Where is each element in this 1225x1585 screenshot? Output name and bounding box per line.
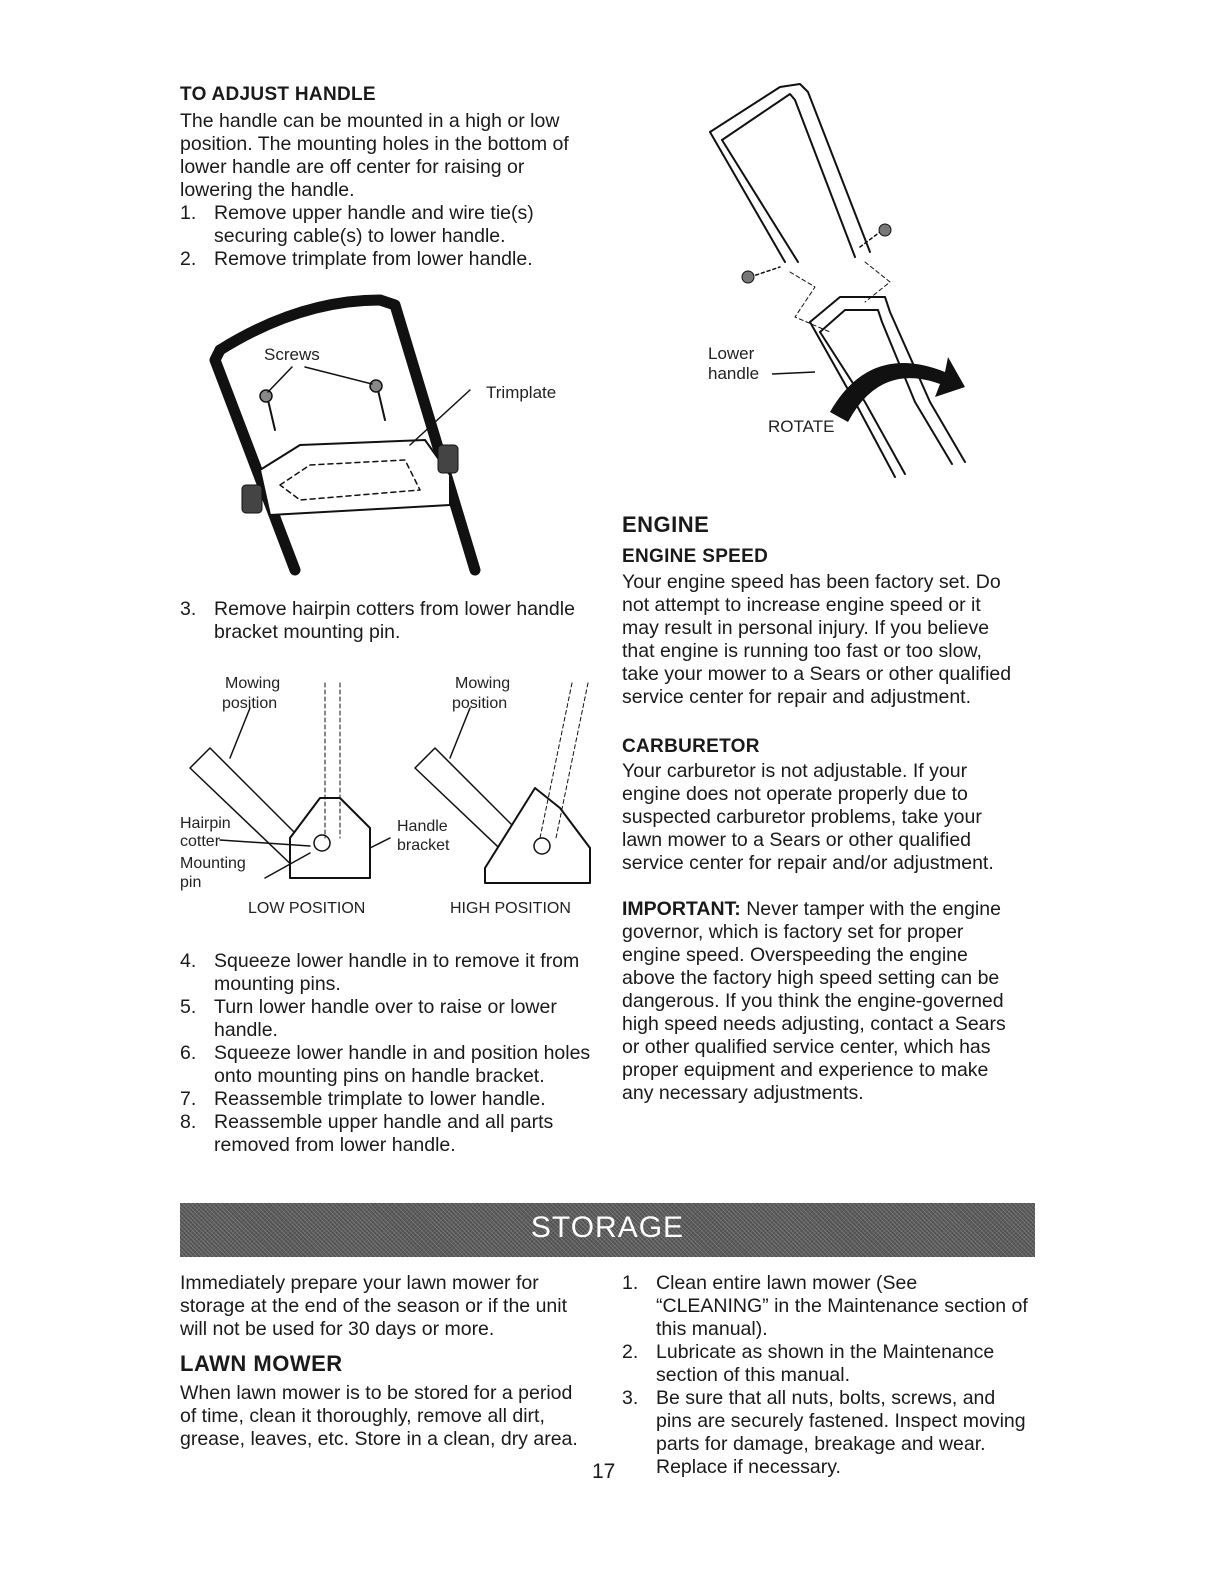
step-text: Lubricate as shown in the Maintenance section of this manual. [656,1341,995,1386]
engine-speed-heading: ENGINE SPEED [622,546,769,567]
trimplate-figure [180,280,600,580]
step-number: 3. [180,598,197,620]
page-number: 17 [592,1460,616,1483]
trimplate-shape [260,440,450,515]
step-8 [180,1111,600,1157]
handle-positions-figure [180,668,605,923]
label-mowing-1: Mowing [225,675,281,692]
knob-left [242,485,262,513]
step-text: Reassemble trimplate to lower handle. [214,1088,546,1110]
upper-handle [710,84,870,252]
adjust-steps-1-2 [180,202,585,271]
step-number: 2. [180,248,197,270]
adjust-handle-intro: The handle can be mounted in a high or low position. The mounting holes in the bottom of lower handle are off center for raising or lowering the handle. [180,110,569,201]
label-bracket: bracket [397,837,450,854]
label-lower: Lower [708,344,755,363]
label-mounting: Mounting [180,855,246,872]
important-paragraph [622,898,1022,1105]
screw-right [378,390,385,420]
engine-heading: ENGINE [622,512,710,537]
label-low-position: LOW POSITION [248,900,366,917]
step-number: 5. [180,996,197,1018]
storage-banner [180,1203,1035,1257]
handle-frame-right [220,300,475,570]
step-text: Remove upper handle and wire tie(s) securing cable(s) to lower handle. [214,202,534,247]
step-number: 2. [622,1341,639,1363]
step-text: Reassemble upper handle and all parts removed from lower handle. [214,1111,554,1156]
lawn-mower-heading: LAWN MOWER [180,1351,343,1376]
label-high-position: HIGH POSITION [450,900,571,917]
step-number: 1. [180,202,197,224]
step-text: Be sure that all nuts, bolts, screws, and pins are securely fastened. Inspect moving parts for damage, breakage and wear. Replace if necessary. [656,1387,1026,1478]
adjust-handle-heading: TO ADJUST HANDLE [180,84,376,105]
low-bracket [290,798,370,878]
storage-step-2 [622,1341,1034,1387]
carburetor-text: Your carburetor is not adjustable. If your engine does not operate properly due to suspected carburetor problems, take your lawn mower to a Sears or other qualified service center for repair and/or adjustment. [622,760,994,874]
label-rotate: ROTATE [768,417,835,436]
label-handle: Handle [397,818,448,835]
knob-right [438,445,458,473]
engine-speed-text: Your engine speed has been factory set. Do not attempt to increase engine speed or it may result in personal injury. If you believe that engine is running too fast or too slow, take your mower to a Sears or other qualified service center for repair and adjustment. [622,571,1012,708]
label-handle: handle [708,364,760,383]
step-number: 7. [180,1088,197,1110]
step-text: Squeeze lower handle in to remove it from mounting pins. [214,950,580,995]
label-position-2: position [452,695,508,712]
rotate-handle-figure [690,72,990,492]
important-label: IMPORTANT: [622,898,741,920]
important-text: Never tamper with the engine governor, which is factory set for proper engine speed. Overspeeding the engine above the factory high speed setting can be dangerous. If you think the engine-governed high speed needs adjusting, contact a Sears or other qualified service center, which has proper equipment and experience to make any necessary adjustments. [622,898,1006,1104]
label-mowing-2: Mowing [455,675,511,692]
step-number: 6. [180,1042,197,1064]
step-number: 3. [622,1387,639,1409]
step-number: 1. [622,1272,639,1294]
step-5 [180,996,600,1042]
label-cotter: cotter [180,833,221,850]
adjust-steps-4-8 [180,950,600,1157]
storage-intro: Immediately prepare your lawn mower for storage at the end of the season or if the unit will not be used for 30 days or more. [180,1272,568,1340]
step-number: 8. [180,1111,197,1133]
rotate-arrow-icon [830,357,965,422]
storage-banner-title: STORAGE [530,1211,685,1244]
storage-step-1 [622,1272,1034,1341]
step-text: Clean entire lawn mower (See “CLEANING” in the Maintenance section of this manual). [656,1272,1028,1340]
storage-step-3 [622,1387,1034,1479]
step-text: Remove trimplate from lower handle. [214,248,533,270]
adjust-step-3 [180,598,585,644]
step-7 [180,1088,600,1111]
label-trimplate: Trimplate [486,383,557,402]
step-1 [180,202,585,248]
step-text: Squeeze lower handle in and position holes onto mounting pins on handle bracket. [214,1042,591,1087]
step-3 [180,598,585,644]
label-pin: pin [180,874,202,891]
step-text: Turn lower handle over to raise or lower handle. [214,996,557,1041]
step-text: Remove hairpin cotters from lower handle bracket mounting pin. [214,598,575,643]
step-6 [180,1042,600,1088]
step-2 [180,248,585,271]
step-4 [180,950,600,996]
lawn-mower-text: When lawn mower is to be stored for a period of time, clean it thoroughly, remove all dirt, grease, leaves, etc. Store in a clean, dry area. [180,1382,578,1450]
carburetor-heading: CARBURETOR [622,736,760,757]
label-screws: Screws [264,345,320,364]
step-number: 4. [180,950,197,972]
label-hairpin: Hairpin [180,815,231,832]
label-position-1: position [222,695,278,712]
storage-steps [622,1272,1034,1479]
screw-left [268,400,275,430]
